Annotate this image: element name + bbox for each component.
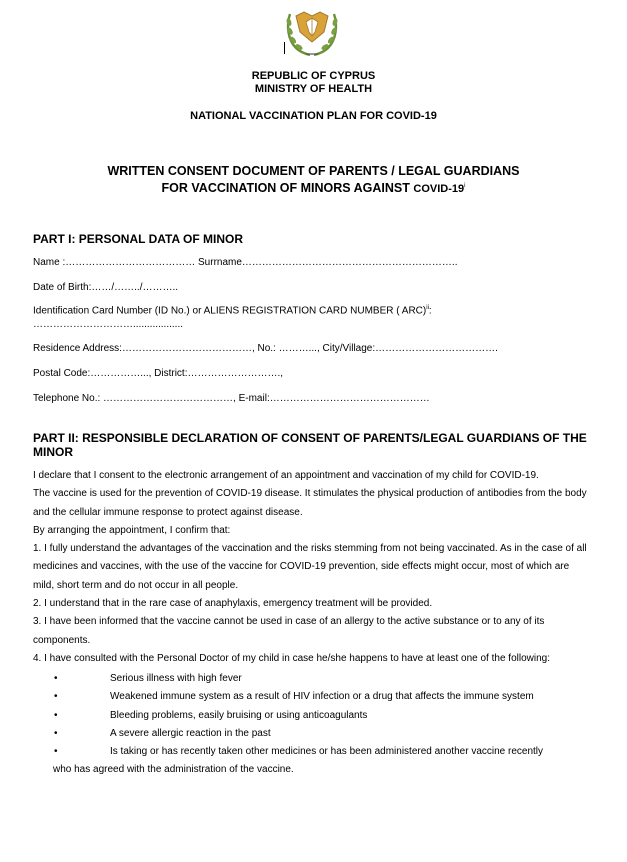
title-line-2-covid: COVID-19 — [413, 183, 465, 196]
plan-title: NATIONAL VACCINATION PLAN FOR COVID-19 — [190, 110, 437, 122]
part2-heading: PART II: RESPONSIBLE DECLARATION OF CONSENT OF PARENTS/LEGAL GUARDIANS OF THE MINOR — [33, 431, 587, 459]
declaration-item-3: 3. I have been informed that the vaccine cannot be used in case of an allergy to the active substance or to any of its components. — [33, 616, 545, 646]
date-of-birth-field[interactable]: Date of Birth:……/……../……….. — [33, 282, 179, 293]
part1-heading: PART I: PERSONAL DATA OF MINOR — [33, 232, 243, 246]
bullet-icon: • — [54, 746, 58, 758]
id-number-label — [33, 305, 432, 316]
list-item — [33, 707, 593, 725]
postal-code-field[interactable]: Postal Code:……………..., District:………………………., — [33, 368, 284, 379]
id-number-label-text: Identification Card Number (ID No.) or ALIENS REGISTRATION CARD NUMBER ( ARC) — [33, 305, 427, 317]
title-line-2-main: FOR VACCINATION OF MINORS AGAINST — [161, 181, 414, 196]
condition-list — [33, 670, 593, 780]
declaration-item-4: 4. I have consulted with the Personal Doctor of my child in case he/she happens to have at least one of the following: — [33, 652, 550, 664]
text-cursor — [284, 42, 285, 54]
list-item — [33, 743, 593, 780]
list-item — [33, 725, 593, 743]
bullet-icon: • — [54, 673, 58, 684]
name-field[interactable]: Name :………………………………… Surrname……………………………………………………….. — [33, 257, 458, 268]
bullet-icon: • — [54, 691, 58, 703]
declaration-body — [33, 467, 593, 668]
declaration-item-2: 2. I understand that in the rare case of anaphylaxis, emergency treatment will be provided. — [33, 598, 433, 610]
document-title — [0, 164, 627, 197]
declaration-paragraph: I declare that I consent to the electronic arrangement of an appointment and vaccination of my child for COVID-19. — [33, 470, 539, 481]
id-colon: : — [428, 305, 432, 317]
cyprus-coat-of-arms-icon — [282, 6, 342, 60]
list-item-text: A severe allergic reaction in the past — [110, 727, 271, 739]
id-number-field[interactable]: ………………………….................. — [33, 319, 184, 330]
list-item-text: Is taking or has recently taken other medicines or has been administered another vaccine recently — [110, 746, 544, 758]
declaration-paragraph: By arranging the appointment, I confirm that: — [33, 524, 231, 536]
ministry-name: MINISTRY OF HEALTH — [254, 83, 373, 95]
list-item-text: Weakened immune system as a result of HIV infection or a drug that affects the immune system — [110, 691, 534, 703]
bullet-icon: • — [54, 709, 58, 721]
id-footnote-marker: ii — [426, 305, 429, 311]
title-line-1: WRITTEN CONSENT DOCUMENT OF PARENTS / LEGAL GUARDIANS — [107, 164, 520, 178]
ministry-heading — [0, 70, 627, 96]
declaration-paragraph: The vaccine is used for the prevention of COVID-19 disease. It stimulates the physical production of antibodies from the body and the cellular immune response to protect against disease. — [33, 488, 587, 518]
list-item — [33, 670, 593, 688]
list-item-text: Bleeding problems, easily bruising or using anticoagulants — [110, 709, 368, 721]
list-item-text: Serious illness with high fever — [110, 673, 242, 684]
list-item — [33, 688, 593, 706]
country-name: REPUBLIC OF CYPRUS — [251, 70, 376, 82]
title-line-2 — [0, 179, 627, 197]
declaration-item-1: 1. I fully understand the advantages of the vaccination and the risks stemming from not being vaccinated. As in the case of all medicines and vaccines, with the use of the vaccine for COVID-19 prevention, side effects might occur, most of which are mild, short term and do not occur in all people. — [33, 543, 587, 591]
telephone-email-field[interactable]: Telephone No.: …………………………………, E-mail:………………………………………… — [33, 393, 430, 404]
list-item-continuation: who has agreed with the administration of the vaccine. — [53, 764, 294, 776]
residence-address-field[interactable]: Residence Address:…………………………………, No.: ………..., City/Village:………………………………. — [33, 343, 498, 354]
bullet-icon: • — [54, 727, 58, 739]
title-footnote-marker: i — [464, 183, 466, 189]
